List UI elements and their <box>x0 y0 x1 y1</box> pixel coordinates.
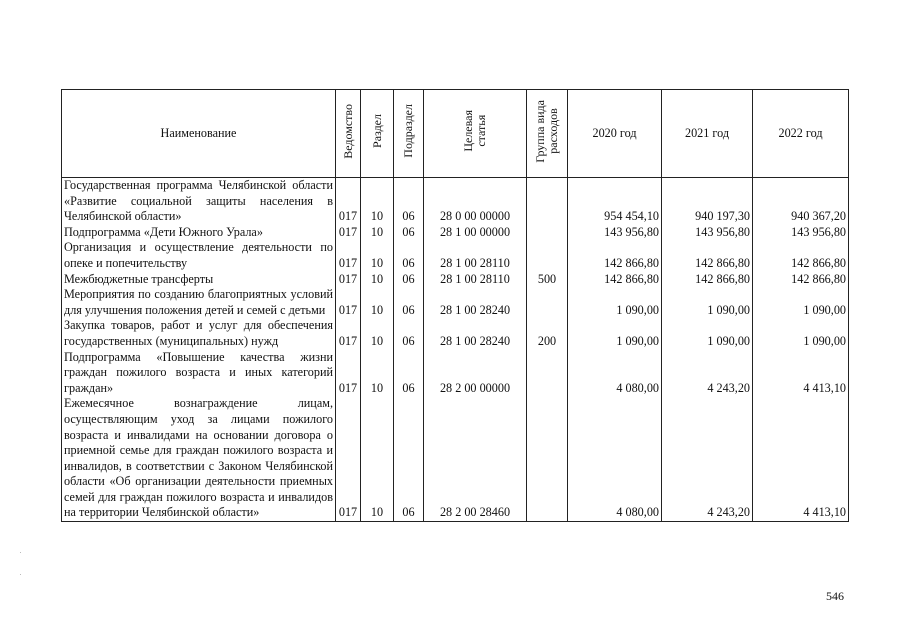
header-razdel <box>361 90 394 178</box>
table-row <box>62 318 849 349</box>
cell-2020: 1 090,00 <box>568 318 662 349</box>
cell-vedomstvo: 017 <box>336 272 361 288</box>
cell-target: 28 1 00 28240 <box>424 287 527 318</box>
cell-target: 28 1 00 00000 <box>424 225 527 241</box>
cell-group <box>527 225 568 241</box>
cell-podrazdel: 06 <box>394 350 424 397</box>
cell-razdel: 10 <box>361 178 394 225</box>
header-name <box>62 90 336 178</box>
cell-name: Подпрограмма «Повышение качества жизни граждан пожилого возраста и иных категорий граждан» <box>62 350 336 397</box>
cell-vedomstvo: 017 <box>336 287 361 318</box>
header-podrazdel <box>394 90 424 178</box>
header-group-label: Группа вида расходов <box>533 99 560 163</box>
cell-2020: 143 956,80 <box>568 225 662 241</box>
cell-podrazdel: 06 <box>394 240 424 271</box>
cell-2020: 954 454,10 <box>568 178 662 225</box>
cell-2021: 1 090,00 <box>662 318 753 349</box>
cell-group <box>527 178 568 225</box>
header-group <box>527 90 568 178</box>
scan-speck <box>20 574 21 575</box>
header-2021-label: 2021 год <box>684 125 730 140</box>
table-row <box>62 240 849 271</box>
cell-razdel: 10 <box>361 287 394 318</box>
header-target <box>424 90 527 178</box>
header-2022-label: 2022 год <box>778 125 823 140</box>
cell-podrazdel: 06 <box>394 272 424 288</box>
scan-speck <box>20 552 21 553</box>
cell-2022: 142 866,80 <box>753 240 849 271</box>
cell-2022: 142 866,80 <box>753 272 849 288</box>
cell-razdel: 10 <box>361 225 394 241</box>
header-name-label: Наименование <box>160 125 237 140</box>
header-2020 <box>568 90 662 178</box>
cell-razdel: 10 <box>361 318 394 349</box>
cell-razdel: 10 <box>361 350 394 397</box>
cell-podrazdel: 06 <box>394 178 424 225</box>
cell-vedomstvo: 017 <box>336 396 361 521</box>
cell-podrazdel: 06 <box>394 287 424 318</box>
cell-name: Мероприятия по созданию благоприятных условий для улучшения положения детей и семей с детьми <box>62 287 336 318</box>
cell-target: 28 1 00 28110 <box>424 240 527 271</box>
cell-2021: 1 090,00 <box>662 287 753 318</box>
cell-vedomstvo: 017 <box>336 350 361 397</box>
cell-vedomstvo: 017 <box>336 178 361 225</box>
cell-2020: 142 866,80 <box>568 272 662 288</box>
cell-2021: 4 243,20 <box>662 350 753 397</box>
cell-name: Ежемесячное вознаграждение лицам, осуществляющим уход за лицами пожилого возраста и инвалидами на основании договора о приемной семье для граждан пожилого возраста и инвалидов, в соответствии с Законом Челябинской области «Об организации деятельности приемных семей для граждан пожилого возраста и инвалидов на территории Челябинской области» <box>62 396 336 521</box>
cell-2021: 940 197,30 <box>662 178 753 225</box>
table-row <box>62 178 849 225</box>
cell-vedomstvo: 017 <box>336 225 361 241</box>
cell-group <box>527 350 568 397</box>
header-2020-label: 2020 год <box>592 125 637 140</box>
cell-2022: 4 413,10 <box>753 396 849 521</box>
cell-2020: 142 866,80 <box>568 240 662 271</box>
cell-name: Государственная программа Челябинской области «Развитие социальной защиты населения в Челябинской области» <box>62 178 336 225</box>
cell-razdel: 10 <box>361 272 394 288</box>
cell-2020: 4 080,00 <box>568 350 662 397</box>
cell-2022: 940 367,20 <box>753 178 849 225</box>
cell-2021: 142 866,80 <box>662 240 753 271</box>
header-razdel-label: Раздел <box>369 114 384 149</box>
cell-group <box>527 287 568 318</box>
page-number: 546 <box>826 589 844 603</box>
cell-podrazdel: 06 <box>394 225 424 241</box>
table-row <box>62 225 849 241</box>
cell-target: 28 2 00 28460 <box>424 396 527 521</box>
budget-table <box>61 89 849 522</box>
cell-target: 28 0 00 00000 <box>424 178 527 225</box>
cell-2022: 1 090,00 <box>753 318 849 349</box>
table-row <box>62 287 849 318</box>
cell-target: 28 2 00 00000 <box>424 350 527 397</box>
cell-2020: 4 080,00 <box>568 396 662 521</box>
cell-razdel: 10 <box>361 396 394 521</box>
cell-razdel: 10 <box>361 240 394 271</box>
header-target-label: Целевая статья <box>461 110 488 153</box>
cell-2021: 143 956,80 <box>662 225 753 241</box>
cell-podrazdel: 06 <box>394 318 424 349</box>
cell-2022: 1 090,00 <box>753 287 849 318</box>
cell-name: Закупка товаров, работ и услуг для обеспечения государственных (муниципальных) нужд <box>62 318 336 349</box>
cell-vedomstvo: 017 <box>336 240 361 271</box>
cell-2022: 4 413,10 <box>753 350 849 397</box>
cell-group <box>527 396 568 521</box>
header-podrazdel-label: Подраздел <box>401 104 415 159</box>
cell-target: 28 1 00 28240 <box>424 318 527 349</box>
cell-2021: 142 866,80 <box>662 272 753 288</box>
header-vedomstvo-label: Ведомство <box>340 103 355 159</box>
cell-podrazdel: 06 <box>394 396 424 521</box>
table-row <box>62 350 849 397</box>
cell-group: 500 <box>527 272 568 288</box>
header-2022 <box>753 90 849 178</box>
cell-group <box>527 240 568 271</box>
cell-name: Подпрограмма «Дети Южного Урала» <box>62 225 336 241</box>
table-body <box>62 178 849 522</box>
cell-2020: 1 090,00 <box>568 287 662 318</box>
header-2021 <box>662 90 753 178</box>
table-row <box>62 396 849 521</box>
cell-2021: 4 243,20 <box>662 396 753 521</box>
cell-target: 28 1 00 28110 <box>424 272 527 288</box>
table-row <box>62 272 849 288</box>
cell-vedomstvo: 017 <box>336 318 361 349</box>
cell-2022: 143 956,80 <box>753 225 849 241</box>
header-vedomstvo <box>336 90 361 178</box>
cell-name: Межбюджетные трансферты <box>62 272 336 288</box>
cell-group: 200 <box>527 318 568 349</box>
cell-name: Организация и осуществление деятельности по опеке и попечительству <box>62 240 336 271</box>
table-header <box>62 90 849 178</box>
